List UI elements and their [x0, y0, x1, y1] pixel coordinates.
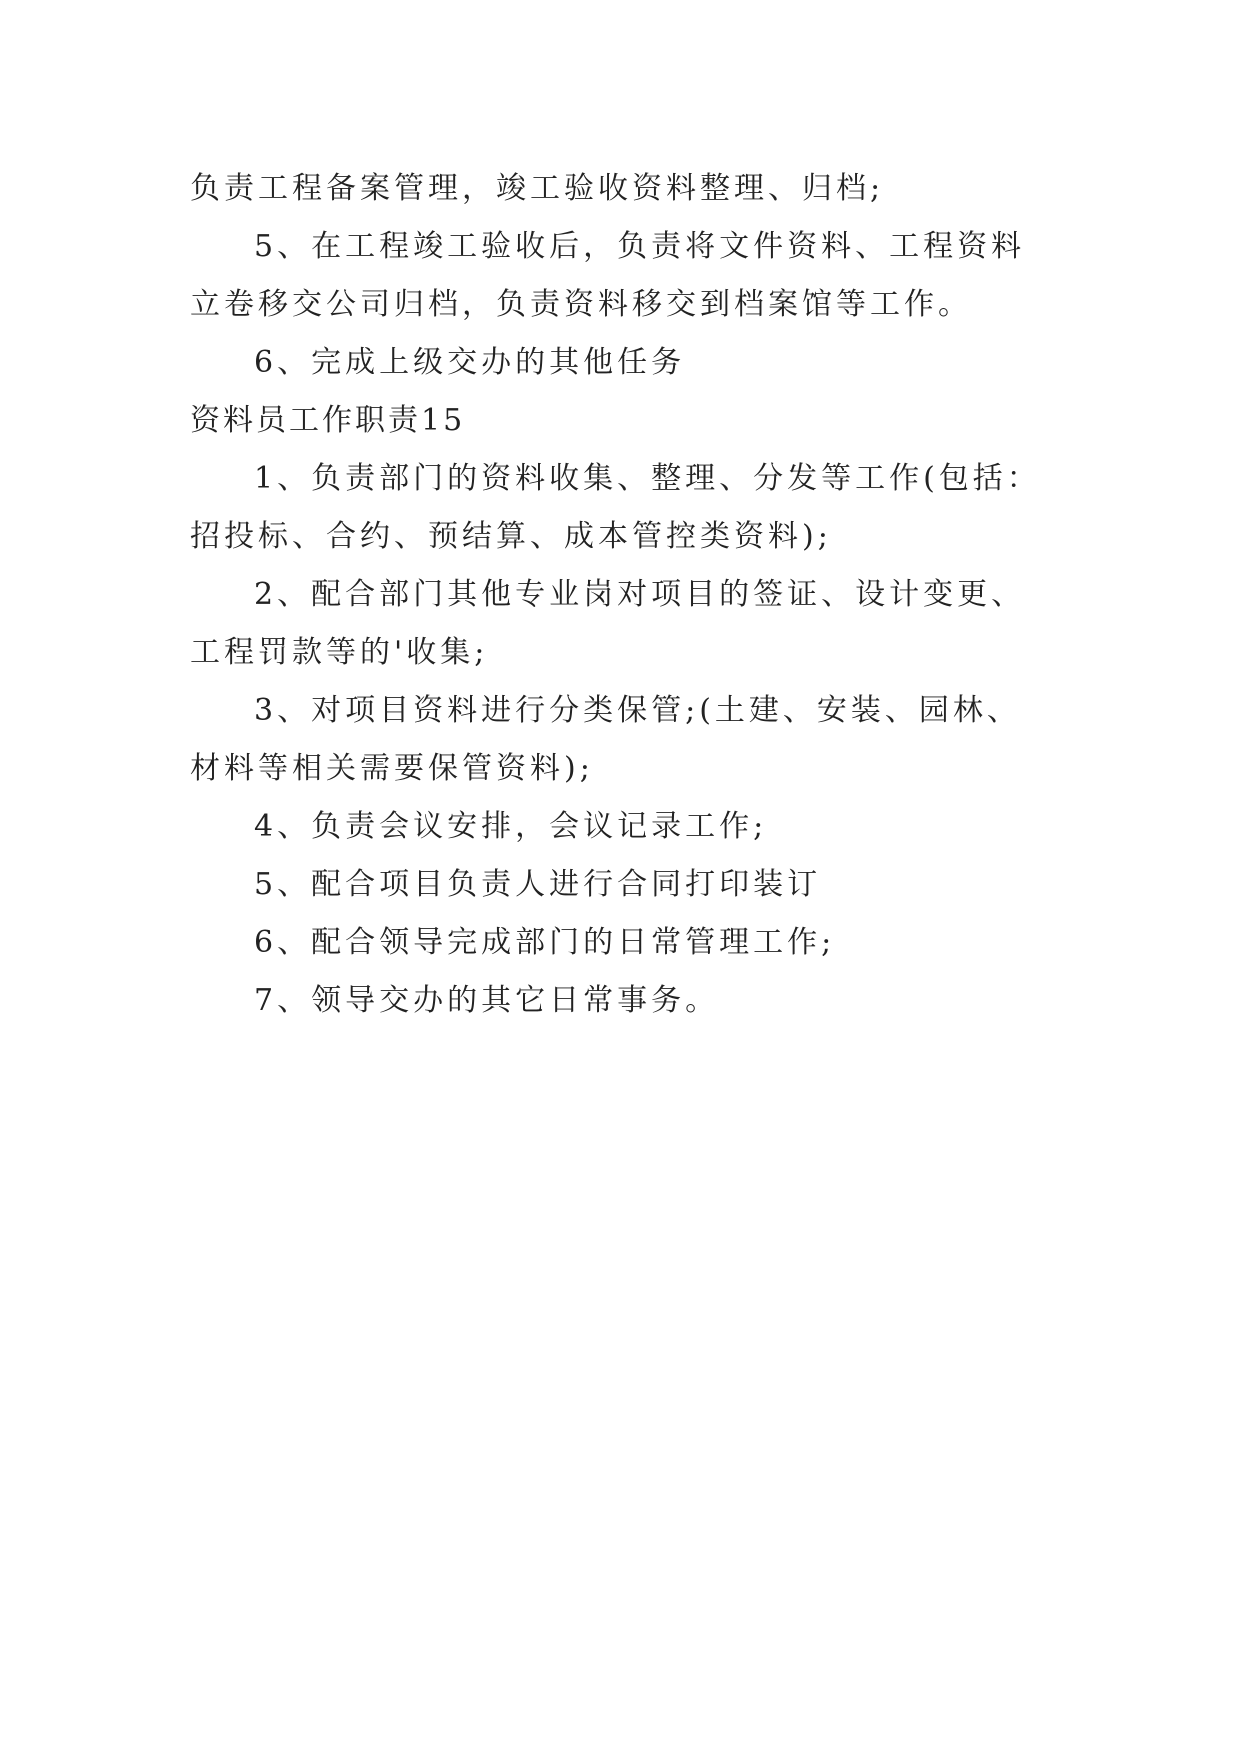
paragraph-item-2-cooperation: 2、配合部门其他专业岗对项目的签证、设计变更、工程罚款等的'收集;: [190, 577, 1026, 670]
paragraph-item-5-contracts: 5、配合项目负责人进行合同打印装订: [254, 867, 822, 902]
paragraph-archive-management: 负责工程备案管理，竣工验收资料整理、归档;: [190, 171, 885, 206]
paragraph-item-3-classification: 3、对项目资料进行分类保管;(土建、安装、园林、材料等相关需要保管资料);: [190, 693, 1021, 786]
paragraph-item-1-collection: 1、负责部门的资料收集、整理、分发等工作(包括：招投标、合约、预结算、成本管控类资料);: [190, 461, 1041, 554]
paragraph-item-4-meetings: 4、负责会议安排，会议记录工作;: [254, 809, 768, 844]
section-heading: 资料员工作职责15: [190, 403, 466, 438]
paragraph-item-6-daily-management: 6、配合领导完成部门的日常管理工作;: [254, 925, 836, 960]
paragraph-item-5-transfer: 5、在工程竣工验收后，负责将文件资料、工程资料立卷移交公司归档，负责资料移交到档案馆等工作。: [190, 229, 1026, 322]
paragraph-item-6-other-tasks: 6、完成上级交办的其他任务: [254, 345, 686, 380]
paragraph-item-7-other-affairs: 7、领导交办的其它日常事务。: [254, 983, 720, 1018]
document-body: [190, 160, 1050, 1030]
